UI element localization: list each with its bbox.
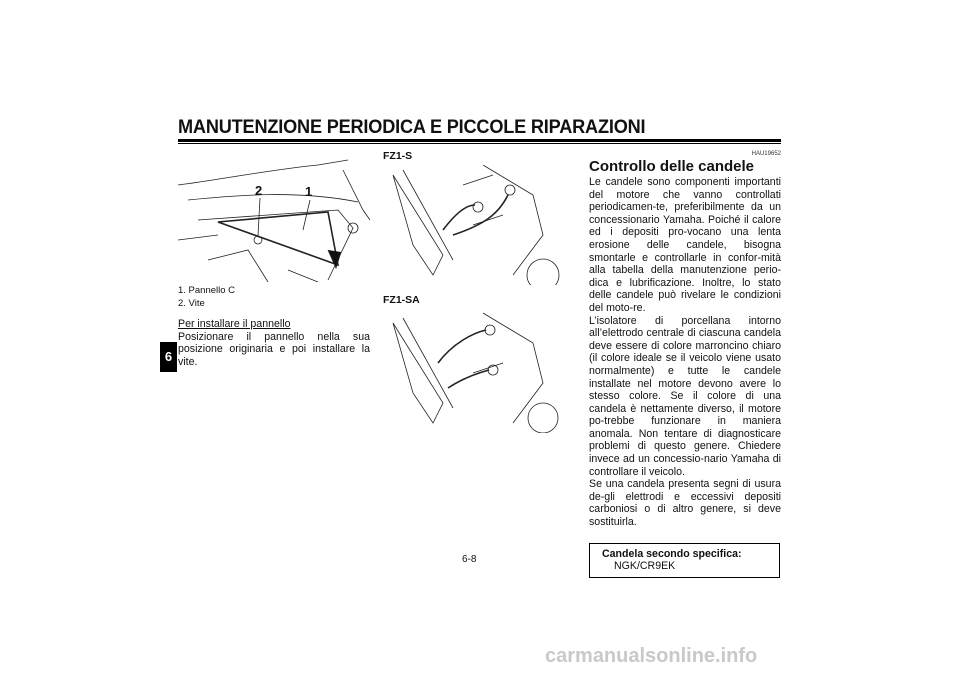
paragraph: Se una candela presenta segni di usura de-gli elettrodi e eccessivi depositi carboniosi o di altro genere, si deve sostituirla. — [589, 478, 781, 529]
figure-label-fz1s: FZ1-S — [383, 150, 413, 162]
title-rule-thin — [178, 143, 781, 144]
install-heading: Per installare il pannello — [178, 318, 291, 330]
paragraph: Le candele sono componenti importanti del motore che vanno controllati periodicamen-te, preferibilmente da un concessionario Yamaha. Poiché il calore ed i depositi pro-vocano una lenta erosione delle candele, bisogna smontarle e controllarle in confor-mità alla tabella della manutenzione perio-dica e lubrificazione. Inoltre, lo stato delle candele può rivelare le condizioni del moto-re. — [589, 176, 781, 314]
watermark: carmanualsonline.info — [545, 645, 758, 667]
callout-1: 1 — [305, 184, 313, 199]
install-text: Posizionare il pannello nella sua posizione originaria e poi installare la vite. — [178, 330, 370, 368]
chapter-tab: 6 — [160, 342, 177, 372]
figure-label-fz1sa: FZ1-SA — [383, 294, 420, 306]
spec-value: NGK/CR9EK — [614, 559, 676, 572]
page-title: MANUTENZIONE PERIODICA E PICCOLE RIPARAZIONI — [178, 116, 646, 138]
page-number: 6-8 — [462, 554, 477, 565]
callout-2: 2 — [255, 183, 263, 198]
panel-illustration — [178, 150, 370, 282]
spec-box — [589, 543, 780, 578]
section-heading: Controllo delle candele — [589, 158, 755, 175]
legend-item: 1. Pannello C — [178, 285, 236, 296]
spec-title: Candela secondo specifica: — [602, 547, 742, 560]
figure-legend — [178, 284, 235, 310]
install-section — [178, 318, 370, 368]
title-rule — [178, 139, 781, 142]
paragraph: L’isolatore di porcellana intorno all’elettrodo centrale di ciascuna candela deve essere di colore marroncino chiaro (il colore ideale se il veicolo viene usato normalmente) e tutte le candele installate nel motore devono avere lo stesso colore. Se il colore di una candela è nettamente diverso, il motore po-trebbe funzionare in maniera anomala. Non tentare di diagnosticare problemi di questo genere. Chiedere invece ad un concessio-nario Yamaha di controllare il veicolo. — [589, 314, 781, 478]
fz1sa-illustration — [383, 308, 563, 433]
fz1s-illustration — [383, 165, 563, 285]
legend-item: 2. Vite — [178, 298, 205, 309]
spark-plug-section — [589, 150, 781, 578]
section-code: HAU19652 — [751, 151, 781, 157]
